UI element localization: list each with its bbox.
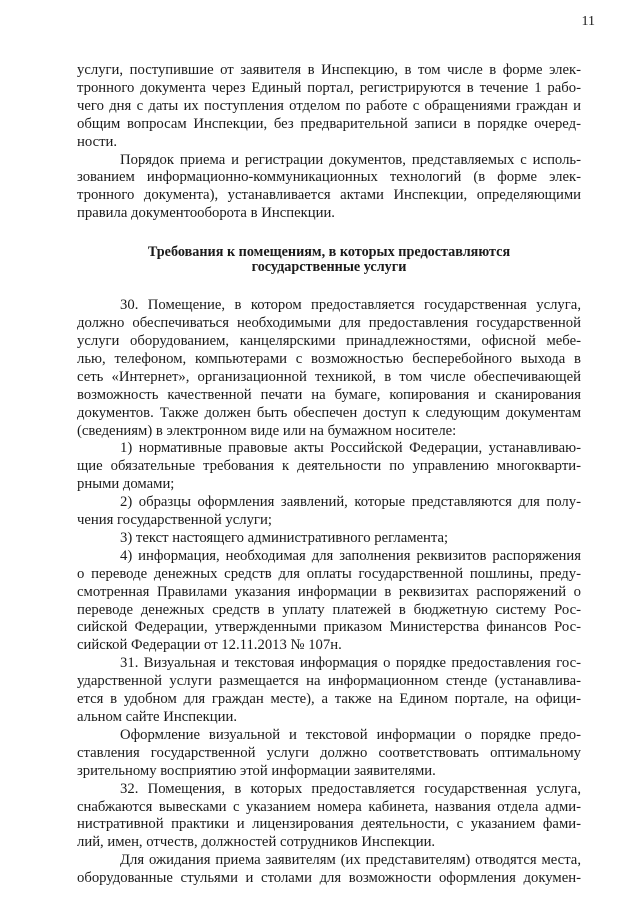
text-line: сийской Федерации, утвержденными приказом Министерства финансов Рос- (77, 619, 581, 636)
text-line: 1) нормативные правовые акты Российской Федерации, устанавливаю- (120, 440, 581, 457)
list-item (77, 530, 581, 548)
text-line: зрительному восприятию этой информации заявителями. (77, 762, 436, 779)
text-line: 2) образцы оформления заявлений, которые представляются для полу- (120, 494, 581, 511)
text-line: рными домами; (77, 476, 175, 493)
text-line: альном сайте Инспекции. (77, 709, 238, 725)
list-item (77, 548, 581, 655)
heading-line: государственные услуги (251, 259, 407, 276)
text-line: ется в удобном для граждан месте), а также на Едином портале, на офици- (77, 691, 581, 708)
text-line: сийской Федерации от 12.11.2013 № 107н. (77, 637, 342, 654)
paragraph (77, 62, 581, 152)
paragraph (77, 297, 581, 440)
text-line: общим вопросам Инспекции, без предварительной записи в порядке очеред- (77, 115, 581, 132)
heading-line: Требования к помещениям, в которых предоставляются (147, 244, 511, 261)
text-line: возможность качественной печати на бумаге, копирования и сканирования (77, 386, 581, 403)
text-line: лий, имен, отчеств, должностей сотрудников Инспекции. (77, 834, 436, 851)
text-line: ударственной услуги размещается на информационном стенде (устанавлива- (77, 673, 581, 690)
text-line: зованием информационно-коммуникационных технологий (в форме элек- (77, 169, 581, 186)
text-line: ставления государственной услуги должно соответствовать оптимальному (77, 744, 581, 761)
text-line: переводе денежных средств в уплату платежей в бюджетную систему Рос- (77, 601, 581, 618)
text-line: ности. (77, 133, 118, 150)
text-line: 3) текст настоящего административного регламента; (120, 529, 449, 546)
list-item (77, 494, 581, 530)
text-line: услуги оборудованием, канцелярскими принадлежностями, офисной мебе- (77, 332, 581, 349)
text-line: 4) информация, необходимая для заполнения реквизитов распоряжения (120, 547, 581, 564)
text-line: сеть «Интернет», организационной техникой, в том числе обеспечивающей (77, 368, 581, 385)
text-line: нистративной практики и лицензирования деятельности, с указанием фами- (77, 816, 581, 833)
paragraph (77, 852, 581, 888)
text-line: чего дня с даты их поступления отделом по работе с обращениями граждан и (77, 97, 581, 114)
text-line: документов. Также должен быть обеспечен доступ к следующим документам (77, 404, 581, 421)
text-line: лью, телефоном, компьютерами с возможностью бесперебойного выхода в (77, 350, 581, 367)
paragraph (77, 152, 581, 224)
page-number: 11 (581, 14, 595, 29)
text-line: щие обязательные требования к деятельности по управлению многокварти- (77, 458, 581, 475)
text-line: услуги, поступившие от заявителя в Инспекцию, в том числе в форме элек- (77, 62, 581, 78)
text-line: Для ожидания приема заявителям (их представителям) отводятся места, (120, 852, 581, 869)
paragraph (77, 781, 581, 853)
text-line: оборудованные стульями и столами для возможности оформления докумен- (77, 870, 581, 887)
text-line: 32. Помещения, в которых предоставляется государственная услуга, (120, 780, 581, 797)
text-line: снабжаются вывесками с указанием номера кабинета, названия отдела адми- (77, 798, 581, 815)
text-line: чения государственной услуги; (77, 512, 272, 529)
text-line: 30. Помещение, в котором предоставляется государственная услуга, (120, 297, 581, 314)
text-line: тронного документа), устанавливается актами Инспекции, определяющими (77, 187, 581, 204)
text-line: 31. Визуальная и текстовая информация о порядке предоставления гос- (120, 655, 581, 672)
text-line: (сведениям) в электронном виде или на бумажном носителе: (77, 422, 457, 439)
paragraph (77, 655, 581, 727)
text-line: тронного документа через Единый портал, регистрируются в течение 1 рабо- (77, 79, 581, 96)
document-body (77, 62, 581, 888)
text-line: правила документооборота в Инспекции. (77, 205, 335, 222)
text-line: Порядок приема и регистрации документов, представляемых с исполь- (120, 151, 581, 168)
list-item (77, 440, 581, 494)
text-line: должно обеспечиваться необходимыми для предоставления государственной (77, 315, 581, 332)
section-heading (77, 245, 581, 275)
text-line: Оформление визуальной и текстовой информации о порядке предо- (120, 726, 581, 743)
paragraph (77, 727, 581, 781)
text-line: смотренная Правилами указания информации в реквизитах распоряжений о (77, 583, 581, 600)
text-line: о переводе денежных средств для оплаты государственной пошлины, преду- (77, 565, 581, 582)
